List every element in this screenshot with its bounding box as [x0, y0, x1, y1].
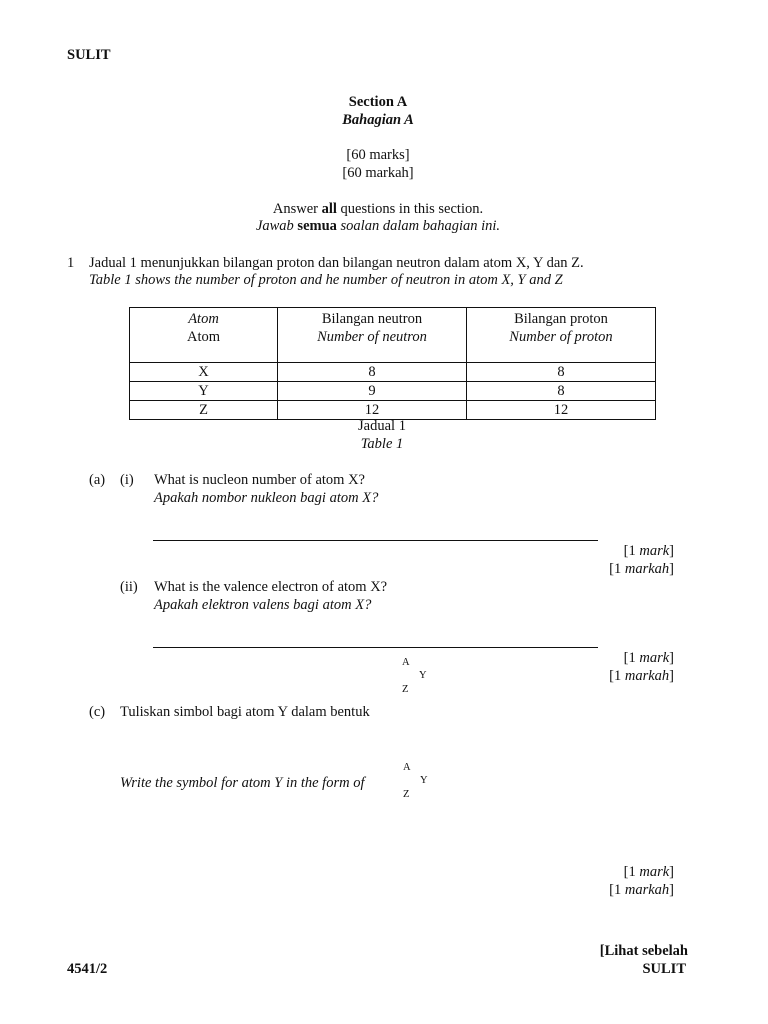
notation-1-mass-number: A	[402, 657, 410, 668]
section-marks-ms	[0, 165, 756, 182]
notation-2-symbol: Y	[420, 775, 428, 786]
part-a-ii-label: (ii)	[120, 579, 138, 595]
part-a-label: (a)	[89, 472, 106, 488]
header-proton-en: Number of proton	[509, 329, 613, 345]
mark-a-ii-ms-word: markah	[624, 668, 670, 684]
mark-a-ii-en-pre: [1	[623, 650, 640, 666]
mark-a-ii-ms	[609, 668, 674, 685]
section-title-ms: Bahagian A	[342, 112, 414, 128]
question-text-ms: Jadual 1 menunjukkan bilangan proton dan bilangan neutron dalam atom X, Y dan Z.	[89, 255, 584, 271]
instruction-ms-post: soalan dalam bahagian ini.	[336, 218, 501, 234]
table-header-cell	[467, 308, 656, 363]
instruction-ms-pre: Jawab	[255, 218, 298, 234]
table-row	[130, 382, 656, 401]
mark-a-ii-ms-post: ]	[669, 668, 674, 684]
mark-c-en-pre: [1	[623, 864, 640, 880]
mark-c-ms-pre: [1	[609, 882, 625, 898]
section-title: Section A	[348, 94, 408, 110]
mark-c-en	[624, 864, 674, 881]
mark-a-ii-en-post: ]	[669, 650, 674, 666]
part-a-ii-question-ms: Apakah elektron valens bagi atom X?	[154, 597, 372, 613]
instruction-ms	[0, 218, 756, 235]
table-row	[130, 401, 656, 420]
notation-1-proton-number: Z	[402, 684, 409, 695]
mark-c-ms-word: markah	[624, 882, 670, 898]
table-header-cell	[130, 308, 278, 363]
mark-a-i-ms-pre: [1	[609, 561, 625, 577]
notation-2-mass-number: A	[403, 762, 411, 773]
table-header-cell	[278, 308, 467, 363]
data-table	[129, 307, 656, 420]
part-a-i-question-ms: Apakah nombor nukleon bagi atom X?	[154, 490, 379, 506]
mark-a-i-en	[624, 543, 674, 560]
instruction-en-post: questions in this section.	[336, 201, 484, 217]
part-a-i-question-en: What is nucleon number of atom X?	[154, 472, 365, 488]
answer-line-a-ii[interactable]	[153, 647, 598, 648]
footer-next-page: [Lihat sebelah	[599, 943, 688, 959]
mark-c-en-word: mark	[639, 864, 670, 880]
table-cell: Y	[130, 382, 278, 401]
table-cell: Z	[130, 401, 278, 420]
mark-a-ii-en-word: mark	[639, 650, 670, 666]
table-row	[130, 363, 656, 382]
section-marks-ms-text: [60 markah]	[342, 165, 414, 181]
mark-a-i-en-word: mark	[639, 543, 670, 559]
instruction-en-bold: all	[321, 201, 337, 217]
table-caption-ms: Jadual 1	[358, 418, 406, 434]
table-cell: 8	[278, 363, 467, 382]
table-cell: 9	[278, 382, 467, 401]
notation-2-proton-number: Z	[403, 789, 410, 800]
section-marks	[0, 147, 756, 164]
mark-a-i-en-pre: [1	[623, 543, 640, 559]
header-atom-ms: Atom	[188, 311, 219, 327]
part-c-label: (c)	[89, 704, 106, 720]
mark-a-i-ms	[609, 561, 674, 578]
mark-c-ms-post: ]	[669, 882, 674, 898]
header-neutron-ms: Bilangan neutron	[321, 311, 423, 327]
part-c-text-ms: Tuliskan simbol bagi atom Y dalam bentuk	[120, 704, 370, 720]
table-cell: 8	[467, 382, 656, 401]
part-c-text-en: Write the symbol for atom Y in the form of	[120, 775, 365, 791]
header-proton-ms: Bilangan proton	[514, 311, 608, 327]
footer-code: 4541/2	[67, 961, 108, 977]
table-header-row	[130, 308, 656, 363]
section-marks-text: [60 marks]	[346, 147, 410, 163]
mark-c-en-post: ]	[669, 864, 674, 880]
mark-a-i-ms-post: ]	[669, 561, 674, 577]
answer-line-a-i[interactable]	[153, 540, 598, 541]
header-neutron-en: Number of neutron	[317, 329, 427, 345]
table-cell: X	[130, 363, 278, 382]
part-a-i-label: (i)	[120, 472, 134, 488]
header-atom-en: Atom	[186, 329, 221, 345]
mark-a-i-ms-word: markah	[624, 561, 670, 577]
notation-1-symbol: Y	[419, 670, 427, 681]
instruction-en	[0, 201, 756, 218]
sulit-header: SULIT	[67, 47, 111, 63]
instruction-ms-bold: semua	[297, 218, 337, 234]
table-cell: 8	[467, 363, 656, 382]
table-caption-en: Table 1	[360, 436, 404, 452]
instruction-en-pre: Answer	[272, 201, 322, 217]
mark-a-ii-en	[624, 650, 674, 667]
question-text-en: Table 1 shows the number of proton and he number of neutron in atom X, Y and Z	[89, 272, 563, 288]
footer-sulit: SULIT	[642, 961, 686, 977]
mark-c-ms	[609, 882, 674, 899]
mark-a-i-en-post: ]	[669, 543, 674, 559]
mark-a-ii-ms-pre: [1	[609, 668, 625, 684]
question-number: 1	[67, 255, 75, 271]
table-cell: 12	[278, 401, 467, 420]
table-cell: 12	[467, 401, 656, 420]
part-a-ii-question-en: What is the valence electron of atom X?	[154, 579, 388, 595]
